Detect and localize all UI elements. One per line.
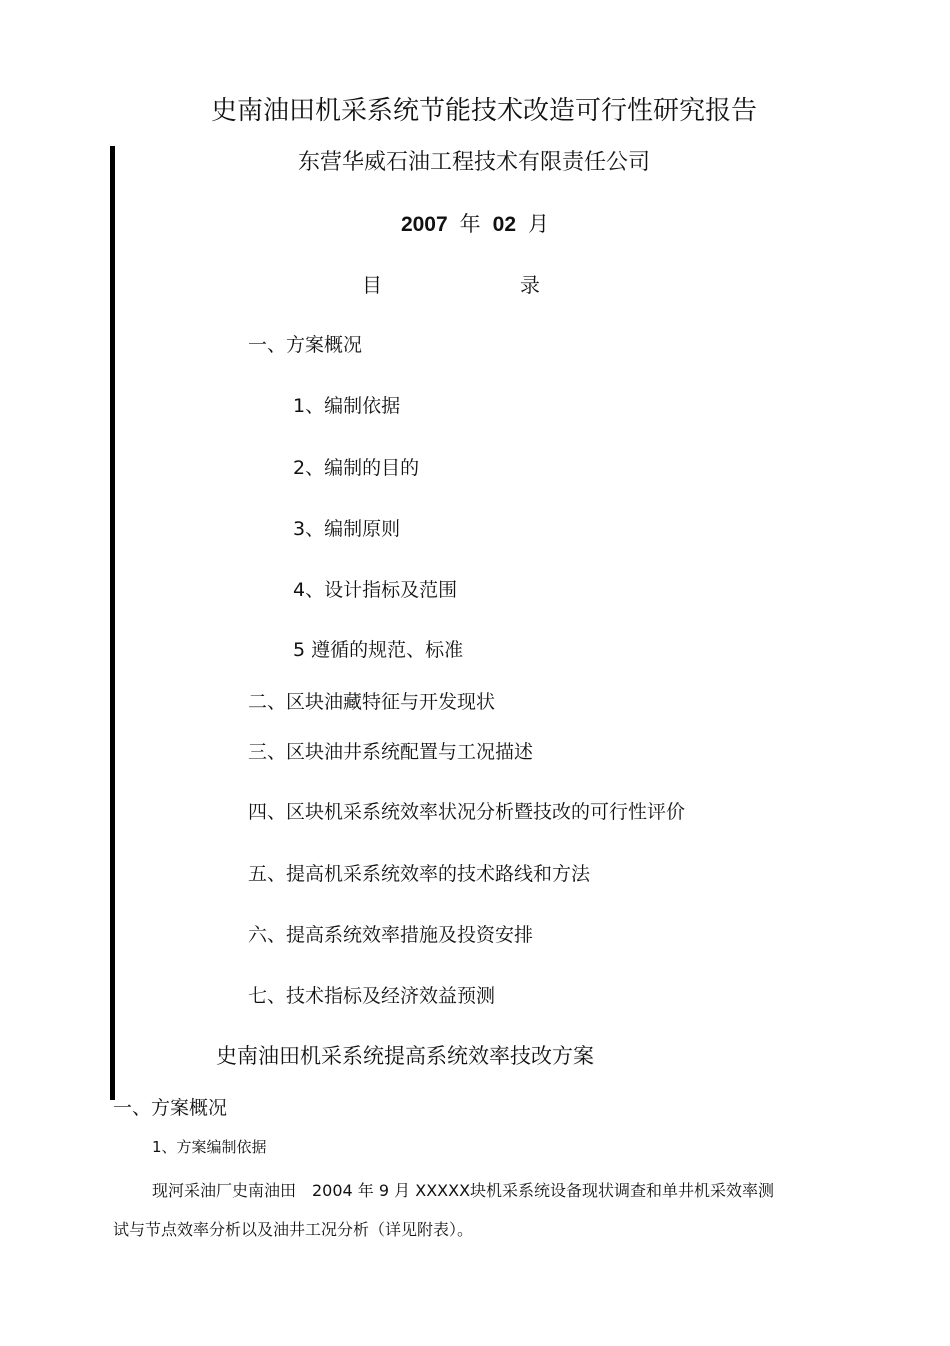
date-month-unit: 月 xyxy=(528,212,550,236)
toc-item: 七、技术指标及经济效益预测 xyxy=(248,985,496,1007)
toc-item: 六、提高系统效率措施及投资安排 xyxy=(248,924,534,946)
toc-item: 2、编制的目的 xyxy=(293,457,420,479)
date-year-unit: 年 xyxy=(459,212,481,236)
toc-heading-left: 目 xyxy=(362,273,382,297)
paragraph-line: 现河采油厂史南油田 2004 年 9 月 XXXXX块机采系统设备现状调查和单井机采效率测 xyxy=(152,1181,775,1200)
toc-item: 三、区块油井系统配置与工况描述 xyxy=(248,741,534,763)
toc-item: 一、方案概况 xyxy=(248,334,363,356)
company-name: 东营华威石油工程技术有限责任公司 xyxy=(297,150,650,175)
section-heading: 一、方案概况 xyxy=(113,1097,228,1119)
subsection-heading: 1、方案编制依据 xyxy=(152,1138,267,1156)
toc-item: 4、设计指标及范围 xyxy=(293,579,458,601)
report-date xyxy=(0,214,950,235)
toc-item: 3、编制原则 xyxy=(293,518,401,540)
toc-item: 5 遵循的规范、标准 xyxy=(293,639,464,661)
paragraph-line: 试与节点效率分析以及油井工况分析（详见附表）。 xyxy=(113,1220,474,1239)
plan-subtitle: 史南油田机采系统提高系统效率技改方案 xyxy=(216,1044,594,1068)
toc-heading-right: 录 xyxy=(520,273,540,297)
document-title: 史南油田机采系统节能技术改造可行性研究报告 xyxy=(210,96,757,126)
date-month: 02 xyxy=(492,213,517,236)
margin-vertical-bar xyxy=(110,146,115,1100)
toc-item: 1、编制依据 xyxy=(293,395,401,417)
toc-item: 四、区块机采系统效率状况分析暨技改的可行性评价 xyxy=(248,801,686,823)
toc-item: 五、提高机采系统效率的技术路线和方法 xyxy=(248,863,591,885)
date-year: 2007 xyxy=(400,213,448,236)
toc-item: 二、区块油藏特征与开发现状 xyxy=(248,691,496,713)
